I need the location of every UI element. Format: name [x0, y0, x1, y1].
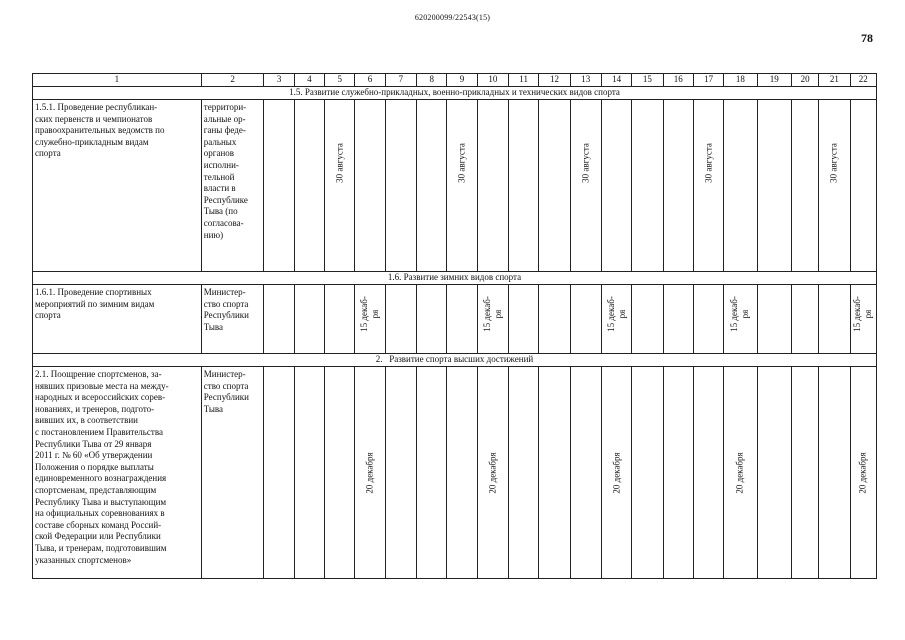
deadline-date [365, 452, 376, 493]
column-number: 13 [570, 74, 601, 87]
schedule-row [33, 285, 877, 354]
deadline-date [334, 143, 345, 183]
text-line: ганы феде- [203, 125, 246, 136]
period-cell [724, 367, 757, 579]
schedule-row [33, 100, 877, 272]
text-line: на официальных соревнованиях в [35, 508, 165, 519]
schedule-row [33, 367, 877, 579]
period-cell [663, 100, 693, 272]
period-cell [294, 100, 324, 272]
deadline-date-line: ря [370, 309, 381, 318]
period-cell [325, 285, 355, 354]
deadline-date [611, 452, 622, 493]
column-number: 3 [264, 74, 294, 87]
text-line: ской Федерации или Республики [35, 531, 161, 542]
period-cell [264, 285, 294, 354]
section-heading: 1.5. Развитие служебно-прикладных, военно-прикладных и технических видов спорта [33, 87, 877, 100]
deadline-date [580, 143, 591, 183]
column-number: 19 [757, 74, 791, 87]
text-line: нию) [203, 229, 224, 240]
text-line: Тыва, и тренерам, подготовившим [35, 542, 167, 553]
period-cell [570, 100, 601, 272]
deadline-date-line: 15 декаб- [852, 295, 863, 332]
period-cell [757, 285, 791, 354]
deadline-date [729, 296, 751, 332]
text-line: Министер- [203, 369, 246, 379]
deadline-date [852, 296, 874, 332]
deadline-date-line: ря [863, 309, 874, 318]
text-line: исполни- [203, 159, 239, 170]
text-line: указанных спортсменов» [35, 554, 132, 565]
text-line: Тыва [203, 321, 224, 332]
period-cell [791, 367, 818, 579]
deadline-date-line: 20 декабря [364, 451, 375, 494]
period-cell [477, 100, 508, 272]
deadline-date-line: 20 декабря [487, 451, 498, 494]
deadline-date [359, 296, 381, 332]
text-line: Положения о порядке выплаты [35, 461, 154, 472]
text-line: Тыва (по [203, 206, 238, 217]
column-number: 17 [693, 74, 723, 87]
period-cell [757, 367, 791, 579]
deadline-date-line: 15 декаб- [359, 295, 370, 332]
deadline-date [703, 143, 714, 183]
period-cell [601, 367, 631, 579]
column-number: 10 [477, 74, 508, 87]
period-cell [663, 367, 693, 579]
text-line: Республики [203, 310, 249, 321]
text-line: вивших их, в соответствии [35, 415, 138, 426]
text-line: 2.1. Поощрение спортсменов, за- [35, 369, 162, 379]
text-line: тельной [203, 171, 235, 182]
column-number: 8 [417, 74, 447, 87]
period-cell [693, 100, 723, 272]
deadline-date-line: 15 декаб- [729, 295, 740, 332]
text-line: народных и всероссийских сорев- [35, 392, 166, 403]
deadline-date [829, 143, 840, 183]
column-number: 16 [663, 74, 693, 87]
section-heading-row [33, 87, 877, 100]
deadline-date-line: 30 августа [828, 143, 839, 184]
period-cell [508, 285, 538, 354]
column-number: 7 [385, 74, 416, 87]
text-line: Тыва [203, 403, 224, 414]
period-cell [385, 367, 416, 579]
text-line: 1.6.1. Проведение спортивных [35, 287, 152, 297]
column-number: 21 [819, 74, 850, 87]
period-cell [819, 285, 850, 354]
period-cell [294, 285, 324, 354]
text-line: служебно-прикладным видам [35, 136, 149, 147]
period-cell [447, 285, 477, 354]
period-cell [850, 367, 876, 579]
period-cell [570, 285, 601, 354]
event-description [33, 100, 202, 272]
period-cell [539, 367, 570, 579]
period-cell [477, 285, 508, 354]
text-line: Республики [203, 392, 249, 403]
text-line: согласова- [203, 217, 244, 228]
text-line: Республики Тыва от 29 января [35, 438, 152, 449]
period-cell [385, 100, 416, 272]
deadline-date [457, 143, 468, 183]
column-number: 4 [294, 74, 324, 87]
text-line: ских первенств и чемпионатов [35, 113, 153, 124]
text-line: Республике [203, 194, 248, 205]
period-cell [850, 100, 876, 272]
text-line: составе сборных команд Россий- [35, 519, 162, 530]
text-line: Министер- [203, 287, 246, 297]
text-line: мероприятий по зимним видам [35, 298, 155, 309]
section-heading: 2. Развитие спорта высших достижений [33, 354, 877, 367]
period-cell [632, 367, 663, 579]
deadline-date-line: 20 декабря [857, 451, 868, 494]
column-number: 12 [539, 74, 570, 87]
text-line: ство спорта [203, 298, 249, 309]
period-cell [757, 100, 791, 272]
column-number: 11 [508, 74, 538, 87]
period-cell [632, 285, 663, 354]
section-heading: 1.6. Развитие зимних видов спорта [33, 272, 877, 285]
deadline-date-line: ря [740, 309, 751, 318]
period-cell [539, 285, 570, 354]
period-cell [539, 100, 570, 272]
column-number: 20 [791, 74, 818, 87]
period-cell [570, 367, 601, 579]
column-number: 18 [724, 74, 757, 87]
deadline-date-line: 15 декаб- [481, 295, 492, 332]
text-line: власти в [203, 183, 236, 194]
text-line: органов [203, 148, 235, 159]
period-cell [601, 285, 631, 354]
event-description [33, 285, 202, 354]
period-cell [417, 367, 447, 579]
period-cell [294, 367, 324, 579]
deadline-date [735, 452, 746, 493]
responsible-party [201, 285, 264, 354]
period-cell [850, 285, 876, 354]
section-heading-row [33, 272, 877, 285]
period-cell [601, 100, 631, 272]
period-cell [632, 100, 663, 272]
period-cell [791, 100, 818, 272]
text-line: с постановлением Правительства [35, 426, 163, 437]
column-number: 9 [447, 74, 477, 87]
period-cell [385, 285, 416, 354]
text-line: спорта [35, 310, 61, 321]
column-number: 2 [201, 74, 264, 87]
text-line: территори- [203, 102, 247, 112]
deadline-date [606, 296, 628, 332]
text-line: нявших призовые места на между- [35, 380, 169, 391]
period-cell [693, 285, 723, 354]
text-line: правоохранительных ведомств по [35, 125, 165, 136]
text-line: ральных [203, 136, 237, 147]
responsible-party [201, 367, 264, 579]
period-cell [477, 367, 508, 579]
deadline-date-line: 30 августа [456, 143, 467, 184]
text-line: ство спорта [203, 380, 249, 391]
deadline-date [487, 452, 498, 493]
deadline-date [858, 452, 869, 493]
column-number: 15 [632, 74, 663, 87]
section-heading-row [33, 354, 877, 367]
period-cell [355, 367, 385, 579]
schedule-table [32, 73, 877, 579]
deadline-date-line: 30 августа [580, 143, 591, 184]
column-number: 6 [355, 74, 385, 87]
period-cell [417, 100, 447, 272]
text-line: 1.5.1. Проведение республикан- [35, 102, 158, 112]
deadline-date-line: ря [492, 309, 503, 318]
period-cell [417, 285, 447, 354]
text-line: альные ор- [203, 113, 246, 124]
period-cell [508, 367, 538, 579]
period-cell [325, 100, 355, 272]
deadline-date-line: 20 декабря [611, 451, 622, 494]
deadline-date-line: 30 августа [334, 143, 345, 184]
period-cell [819, 367, 850, 579]
period-cell [264, 100, 294, 272]
deadline-date-line: 30 августа [703, 143, 714, 184]
period-cell [724, 285, 757, 354]
event-description [33, 367, 202, 579]
page-number: 78 [861, 31, 873, 45]
period-cell [325, 367, 355, 579]
period-cell [447, 367, 477, 579]
period-cell [819, 100, 850, 272]
text-line: нованиях, и тренеров, подгото- [35, 403, 155, 414]
text-line: единовременного вознаграждения [35, 473, 167, 484]
responsible-party [201, 100, 264, 272]
deadline-date-line: 15 декаб- [605, 295, 616, 332]
deadline-date-line: 20 декабря [734, 451, 745, 494]
period-cell [693, 367, 723, 579]
document-id: 620200099/22543(15) [414, 13, 491, 22]
column-number: 1 [33, 74, 202, 87]
period-cell [355, 285, 385, 354]
period-cell [508, 100, 538, 272]
text-line: спортсменам, представляющим [35, 484, 157, 495]
text-line: Республику Тыва и выступающим [35, 496, 167, 507]
text-line: 2011 г. № 60 «Об утверждении [35, 450, 153, 461]
column-number: 22 [850, 74, 876, 87]
period-cell [724, 100, 757, 272]
text-line: спорта [35, 148, 61, 159]
period-cell [355, 100, 385, 272]
deadline-date-line: ря [616, 309, 627, 318]
period-cell [447, 100, 477, 272]
column-number: 5 [325, 74, 355, 87]
period-cell [264, 367, 294, 579]
column-number: 14 [601, 74, 631, 87]
column-number-row [33, 74, 877, 87]
deadline-date [482, 296, 504, 332]
period-cell [791, 285, 818, 354]
period-cell [663, 285, 693, 354]
